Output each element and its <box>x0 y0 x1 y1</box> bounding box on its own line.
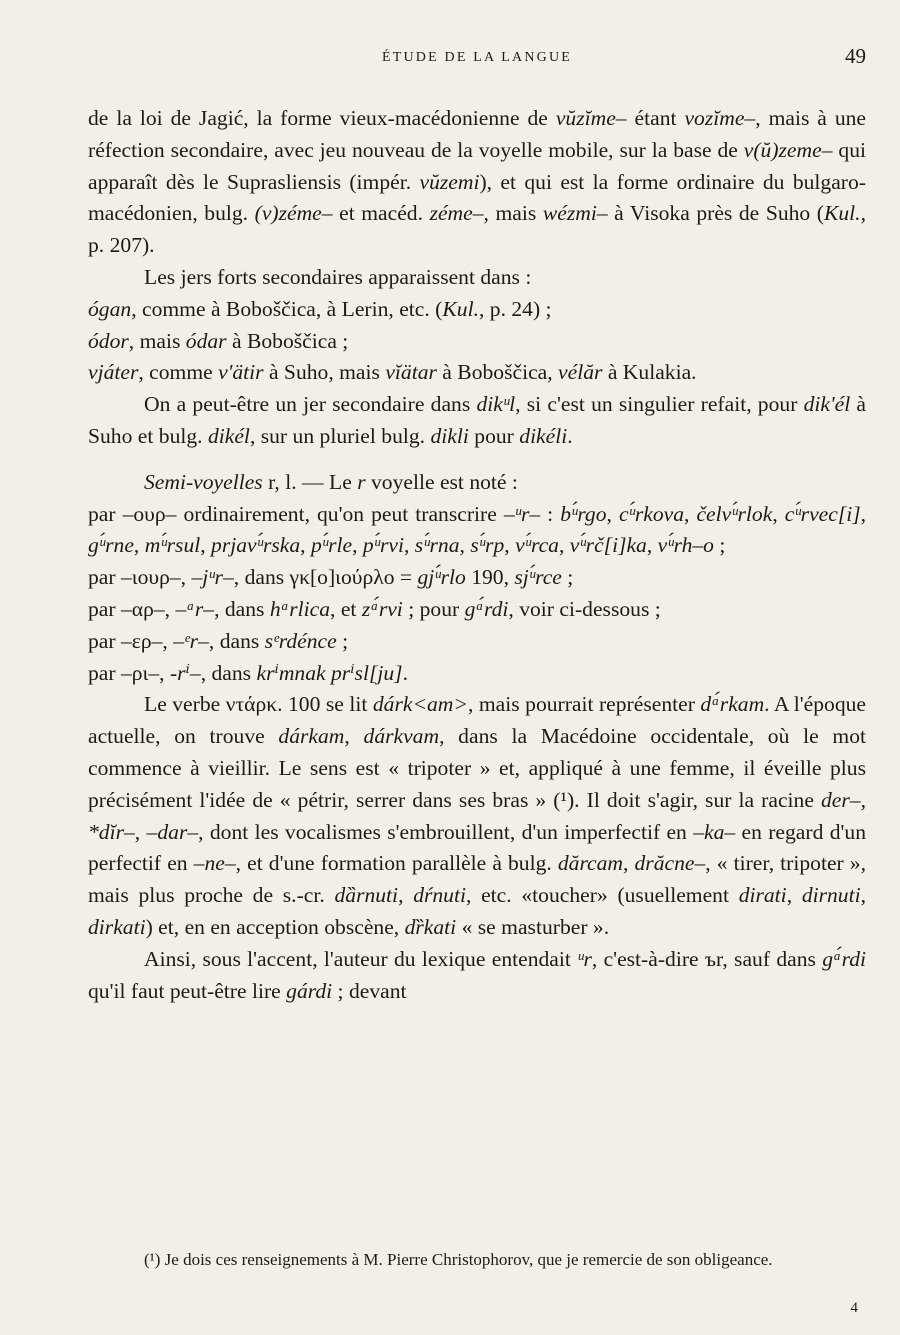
italic-term: vᵘ́rh–o <box>657 533 714 558</box>
italic-term: dărcam <box>557 851 624 876</box>
italic-term: -rⁱ– <box>169 660 201 685</box>
italic-term: –ka– <box>693 819 736 844</box>
text-run: par –ιουρ–, <box>88 565 192 590</box>
italic-term: vᵘ́rca <box>515 533 559 558</box>
italic-term: vélăr <box>558 360 603 385</box>
italic-term: dárkam <box>278 724 345 749</box>
text-run: à Suho, mais <box>263 360 386 385</box>
text-run: et macéd. <box>332 201 430 226</box>
text-run: , dans <box>208 628 265 653</box>
text-run: , <box>772 501 785 526</box>
italic-term: dȁrnuti <box>334 883 399 908</box>
text-run: , <box>558 533 570 558</box>
footnote-text: (¹) Je dois ces renseignements à M. Pierre Christophorov, que je remercie de son obligeance. <box>144 1250 773 1269</box>
text-run: Les jers forts secondaires apparaissent dans : <box>144 264 532 289</box>
paragraph-1 <box>88 103 866 262</box>
text-run: « se masturber ». <box>456 914 610 939</box>
italic-term: sjᵘ́rce <box>514 565 562 590</box>
italic-term: v(ŭ)zeme– <box>743 137 833 162</box>
text-run: à Visoka près de Suho ( <box>607 201 824 226</box>
italic-term: ógan <box>88 296 132 321</box>
italic-term: Kul. <box>442 296 479 321</box>
text-run: ; <box>561 565 574 590</box>
text-run: ), et qui est la forme ordinaire du bulgaro-macédonien, bulg. <box>88 169 866 226</box>
italic-term: vjáter <box>88 360 139 385</box>
text-run: , mais à une réfection secondaire, avec jeu nouveau de la voyelle mobile, sur la base de <box>88 106 867 162</box>
italic-term: (v)zéme– <box>254 201 333 226</box>
text-run: , comme <box>138 360 219 385</box>
text-run: , <box>504 533 516 558</box>
text-run: , dans <box>200 660 257 685</box>
text-run: , <box>606 501 619 526</box>
text-run: . <box>402 660 408 685</box>
italic-term: dirati <box>738 883 787 908</box>
italic-term: krⁱmnak <box>256 660 326 685</box>
text-run: , <box>646 533 658 558</box>
text-run: à Kulakia. <box>602 360 697 385</box>
italic-term: pᵘ́rle <box>310 533 353 558</box>
italic-term: vozĭme– <box>684 106 756 130</box>
text-run: , dans la Macédoine occidentale, où le mot commence à vieillir. Le sens est « tripoter » et, appliqué à une femme, il éveille plus précisément l'idée de « pétrir, serrer dans ses bras » (¹). Il doit s'agir, sur la racine <box>88 724 866 812</box>
text-run: , dans <box>214 596 270 621</box>
italic-term: dikél <box>207 423 250 448</box>
text-run: , mais pourrait représenter <box>467 692 701 717</box>
footnote <box>88 1250 866 1269</box>
text-run: . <box>567 423 573 448</box>
italic-term: dárkvam <box>363 724 440 749</box>
text-run: , sur un pluriel bulg. <box>249 423 431 448</box>
text-run: , <box>860 787 866 812</box>
italic-term: ódar <box>185 328 227 353</box>
text-run: , <box>684 501 697 526</box>
text-run: , p. 24) ; <box>478 296 552 321</box>
italic-term: r <box>357 469 366 494</box>
text-run: : <box>540 501 561 526</box>
italic-term: –ᵃr– <box>175 596 215 621</box>
text-run: , comme à Boboščica, à Lerin, etc. ( <box>131 296 443 321</box>
italic-term: mᵘ́rsul <box>144 533 201 558</box>
signature-mark: 4 <box>850 1300 858 1316</box>
text-run: ; <box>713 533 726 558</box>
italic-term: vᵘ́rč[i]ka <box>569 533 647 558</box>
italic-term: drăcne– <box>634 851 706 876</box>
text-run: ; <box>336 628 349 653</box>
text-run: voyelle est noté : <box>365 469 518 494</box>
text-run: r, l. — Le <box>262 469 358 494</box>
text-run: , <box>344 724 364 749</box>
italic-term: gᵃ́rdi <box>464 596 509 621</box>
italic-term: čelvᵘ́rlok <box>696 501 773 526</box>
italic-term: der– <box>821 787 861 812</box>
text-run: qui apparaît dès le Suprasliensis (impér. <box>88 137 866 194</box>
italic-term: dȑkati <box>404 914 457 939</box>
text-run: par –ερ–, <box>88 628 174 653</box>
text-run: On a peut-être un jer secondaire dans <box>144 392 477 417</box>
text-run: , <box>133 533 145 558</box>
italic-term: zéme– <box>429 201 484 226</box>
running-title: ÉTUDE DE LA LANGUE <box>381 50 573 65</box>
italic-term: Kul. <box>823 201 861 226</box>
text-run: , dans γκ[ο]ιούρλο = <box>233 565 418 590</box>
text-run: , si c'est un singulier refait, pour <box>515 392 804 417</box>
italic-term: vĭätar <box>385 360 437 385</box>
text-run: à Suho et bulg. <box>88 392 866 448</box>
italic-term: sᵉrdénce <box>264 628 337 653</box>
text-run: , <box>623 851 635 876</box>
text-run: par –ρι–, <box>88 660 170 685</box>
text-run: 190, <box>465 565 515 590</box>
text-run: étant <box>626 106 685 130</box>
italic-term: –jᵘr– <box>191 565 234 590</box>
italic-term: dikli <box>430 423 469 448</box>
italic-term: bᵘ́rgo <box>560 501 607 526</box>
paragraph-5 <box>88 689 866 943</box>
italic-term: dik'él <box>803 392 851 417</box>
page-header <box>88 44 866 70</box>
text-run: , etc. «toucher» (usuellement <box>465 883 739 908</box>
text-run: , mais <box>128 328 186 353</box>
text-run: , <box>860 883 867 908</box>
text-run: , <box>860 501 867 526</box>
italic-term: sᵘ́rp <box>470 533 505 558</box>
italic-term: gjᵘ́rlo <box>417 565 466 590</box>
italic-term: dirnuti <box>801 883 861 908</box>
italic-term: –ne– <box>193 851 236 876</box>
text-run: ; pour <box>402 596 465 621</box>
text-run: , voir ci-dessous ; <box>508 596 661 621</box>
italic-term: –ᵉr– <box>173 628 209 653</box>
text-run: , <box>398 883 414 908</box>
text-run: , dont les vocalismes s'embrouillent, d'un imperfectif en <box>198 819 694 844</box>
text-run: Ainsi, sous l'accent, l'auteur du lexique entendait <box>144 946 578 971</box>
italic-term: prⁱsl[ju] <box>331 660 403 685</box>
italic-term: ᵘr <box>577 946 592 971</box>
italic-term: vŭzemi <box>419 169 480 194</box>
italic-term: gárdi <box>286 978 333 1003</box>
text-run: qu'il faut peut-être lire <box>88 978 287 1003</box>
italic-term: pᵘ́rvi <box>362 533 404 558</box>
text-run: ; devant <box>332 978 407 1003</box>
text-run: par –αρ–, <box>88 596 176 621</box>
text-run: , <box>404 533 415 558</box>
italic-term: –dar– <box>146 819 199 844</box>
text-run: à Boboščica ; <box>226 328 349 353</box>
text-run: , c'est-à-dire ъr, sauf dans <box>591 946 823 971</box>
italic-term: ódor <box>88 328 129 353</box>
text-run: , p. 207). <box>88 201 866 258</box>
italic-term: cᵘ́rvec[i] <box>784 501 861 526</box>
text-run: , « tirer, tripoter », mais plus proche de s.-cr. <box>88 851 866 908</box>
italic-term: –ᵘr– <box>503 501 541 526</box>
body-text <box>88 103 866 1007</box>
paragraph-2 <box>88 262 866 389</box>
italic-term: dᵃ́rkam <box>700 692 765 717</box>
text-run: , et d'une formation parallèle à bulg. <box>235 851 558 876</box>
italic-term: gᵘ́rne <box>88 533 134 558</box>
italic-term: dikéli <box>519 423 568 448</box>
italic-term: gᵃ́rdi <box>822 946 866 971</box>
text-run: , <box>200 533 212 558</box>
text-run: ) et, en en acception obscène, <box>145 914 405 939</box>
paragraph-4 <box>88 467 866 690</box>
italic-term: dirkati <box>88 914 146 939</box>
text-run: , <box>300 533 311 558</box>
text-run: , <box>786 883 802 908</box>
paragraph-6 <box>88 944 866 1008</box>
text-run: par –ουρ– ordinairement, qu'on peut transcrire <box>88 501 504 526</box>
italic-term: dárk<am> <box>372 692 468 717</box>
text-run: à Boboščica, <box>436 360 559 385</box>
text-run: , <box>459 533 471 558</box>
page-number: 49 <box>845 44 866 68</box>
italic-term: vŭzĭme– <box>555 106 627 130</box>
text-run: , <box>134 819 147 844</box>
text-run: . A l'époque actuelle, on trouve <box>88 692 867 749</box>
italic-term: hᵃrlica <box>269 596 331 621</box>
italic-term: zᵃ́rvi <box>361 596 403 621</box>
paragraph-3 <box>88 389 866 453</box>
italic-term: dŕnuti <box>413 883 466 908</box>
italic-term: v'ätir <box>218 360 264 385</box>
text-run: , <box>352 533 363 558</box>
italic-term: sᵘ́rna <box>414 533 460 558</box>
text-run: pour <box>468 423 520 448</box>
italic-term: *dĭr– <box>88 819 135 844</box>
italic-term: cᵘ́rkova <box>618 501 685 526</box>
italic-term: wézmi– <box>542 201 608 226</box>
text-run: , mais <box>483 201 543 226</box>
text-run: en regard d'un perfectif en <box>88 819 866 876</box>
italic-term: Semi-voyelles <box>144 469 263 494</box>
italic-term: prjavᵘ́rska <box>211 533 301 558</box>
text-run: de la loi de Jagić, la forme vieux-macédonienne de <box>88 106 556 130</box>
text-run: , et <box>330 596 362 621</box>
italic-term: dikᵘl <box>476 392 516 417</box>
text-run: Le verbe ντάρκ. 100 se lit <box>144 692 373 717</box>
